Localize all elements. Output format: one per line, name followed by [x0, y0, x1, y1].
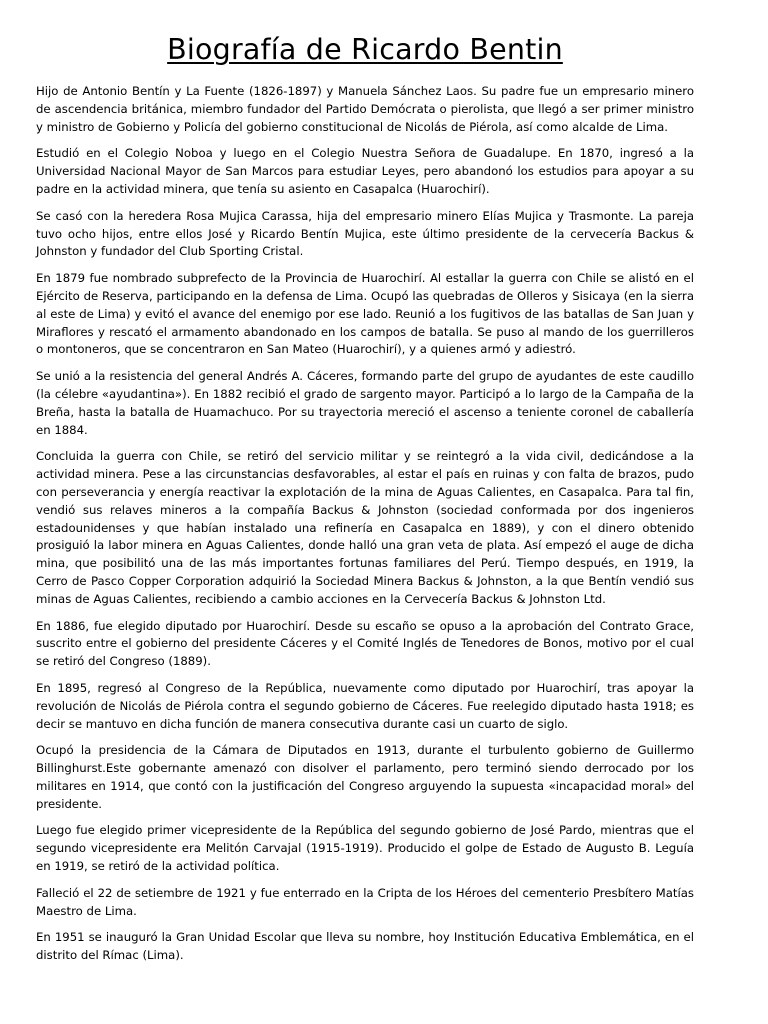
- paragraph-parentage: Hijo de Antonio Bentín y La Fuente (1826-1897) y Manuela Sánchez Laos. Su padre fue un empresario minero de ascendencia británica, miembro fundador del Partido Demócrata o pierolista, que llegó a ser primer ministro y ministro de Gobierno y Policía del gobierno constitucional de Nicolás de Piérola, así como alcalde de Lima.: [36, 84, 694, 134]
- paragraph-marriage: Se casó con la heredera Rosa Mujica Carassa, hija del empresario minero Elías Mujica y Trasmonte. La pareja tuvo ocho hijos, entre ellos José y Ricardo Bentín Mujica, este último presidente de la cervecería Backus & Johnston y fundador del Club Sporting Cristal.: [36, 208, 694, 259]
- paragraph-resistance: Se unió a la resistencia del general Andrés A. Cáceres, formando parte del grupo de ayudantes de este caudillo (la célebre «ayudantina»). En 1882 recibió el grado de sargento mayor. Participó a lo largo de la Campaña de la Breña, hasta la batalla de Huamachuco. Por su trayectoria mereció el ascenso a teniente coronel de caballería en 1884.: [36, 369, 694, 437]
- paragraph-vicepresidency: Luego fue elegido primer vicepresidente de la República del segundo gobierno de José Pardo, mientras que el segundo vicepresidente era Melitón Carvajal (1915-1919). Producido el golpe de Estado de Augusto B. Leguía en 1919, se retiró de la actividad política.: [36, 823, 694, 874]
- paragraph-legacy: En 1951 se inauguró la Gran Unidad Escolar que lleva su nombre, hoy Institución Educativa Emblemática, en el distrito del Rímac (Lima).: [36, 930, 694, 963]
- paragraph-education: Estudió en el Colegio Noboa y luego en el Colegio Nuestra Señora de Guadalupe. En 1870, ingresó a la Universidad Nacional Mayor de San Marcos para estudiar Leyes, pero abandonó los estudios para apoyar a su padre en la actividad minera, que tenía su asiento en Casapalca (Huarochirí).: [36, 146, 694, 196]
- paragraph-mining: Concluida la guerra con Chile, se retiró del servicio militar y se reintegró a la vida civil, dedicándose a la actividad minera. Pese a las circunstancias desfavorables, al estar el país en ruinas y con falta de brazos, pudo con perseverancia y energía reactivar la explotación de la mina de Aguas Calientes, en Casapalca. Para tal fin, vendió sus relaves mineros a la compañía Backus & Johnston (sociedad conformada por dos ingenieros estadounidenses y que habían instalado una refinería en Casapalca en 1889), y con el dinero obtenido prosiguió la labor minera en Aguas Calientes, donde halló una gran veta de plata. Así empezó el auge de dicha mina, que posibilitó una de las más importantes fortunas familiares del Perú. Tiempo después, en 1919, la Cerro de Pasco Copper Corporation adquirió la Sociedad Minera Backus & Johnston, a la que Bentín vendió sus minas de Aguas Calientes, recibiendo a cambio acciones en la Cervecería Backus & Johnston Ltd.: [36, 449, 694, 606]
- document-page: [36, 30, 694, 974]
- document-title: Biografía de Ricardo Bentin: [167, 33, 563, 66]
- paragraph-deputy-1886: En 1886, fue elegido diputado por Huarochirí. Desde su escaño se opuso a la aprobación del Contrato Grace, suscrito entre el gobierno del presidente Cáceres y el Comité Inglés de Tenedores de Bonos, motivo por el cual se retiró del Congreso (1889).: [36, 618, 694, 669]
- paragraph-deputy-1895: En 1895, regresó al Congreso de la República, nuevamente como diputado por Huarochirí, tras apoyar la revolución de Nicolás de Piérola contra el segundo gobierno de Cáceres. Fue reelegido diputado hasta 1918; es decir se mantuvo en dicha función de manera consecutiva durante casi un cuarto de siglo.: [36, 680, 694, 731]
- paragraph-death: Falleció el 22 de setiembre de 1921 y fue enterrado en la Cripta de los Héroes del cementerio Presbítero Matías Maestro de Lima.: [36, 885, 694, 918]
- paragraph-war-of-pacific: En 1879 fue nombrado subprefecto de la Provincia de Huarochirí. Al estallar la guerra con Chile se alistó en el Ejército de Reserva, participando en la defensa de Lima. Ocupó las quebradas de Olleros y Sisicaya (en la sierra al este de Lima) y evitó el avance del enemigo por ese lado. Reunió a los fugitivos de las batallas de San Juan y Miraflores y rescató el armamento abandonado en los campos de batalla. Se puso al mando de los guerrilleros o montoneros, que se concentraron en San Mateo (Huarochirí), y a quienes armó y adiestró.: [36, 271, 694, 357]
- paragraph-chamber-presidency: Ocupó la presidencia de la Cámara de Diputados en 1913, durante el turbulento gobierno de Guillermo Billinghurst.Este gobernante amenazó con disolver el parlamento, pero terminó siendo derrocado por los militares en 1914, que contó con la justificación del Congreso arguyendo la supuesta «incapacidad moral» del presidente.: [36, 743, 694, 811]
